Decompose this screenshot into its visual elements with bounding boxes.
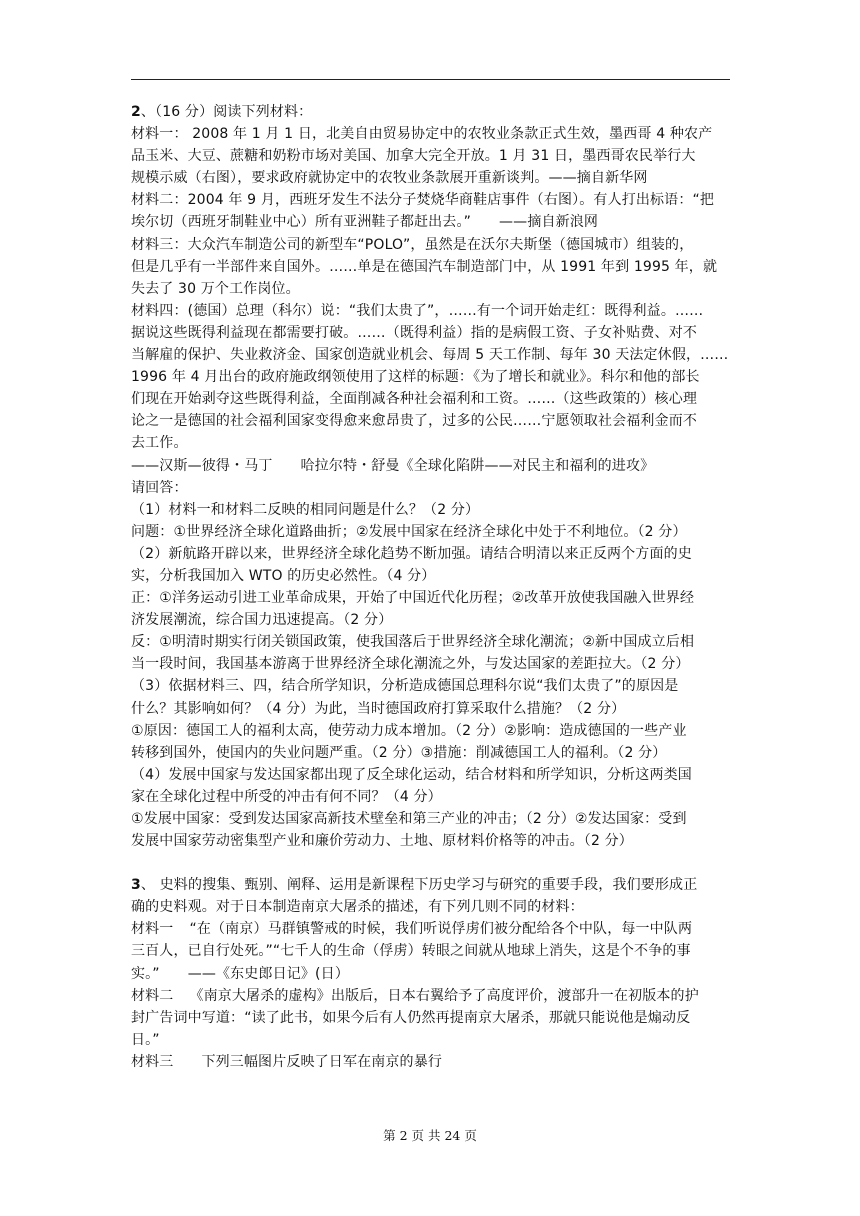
- q2-qa-line: 实，分析我国加入 WTO 的历史必然性。（4 分）: [131, 567, 436, 584]
- q2-m3-line: 失去了 30 万个工作岗位。: [131, 280, 300, 297]
- q3-m1-source: ——《东史郎日记》(日）: [187, 965, 349, 982]
- header-rule: [131, 79, 730, 80]
- q2-m4-line: 1996 年 4 月出台的政府施政纲领使用了这样的标题：《为了增长和就业》。科尔和他的部长: [131, 369, 700, 386]
- q2-qa-line: 济发展潮流，综合国力迅速提高。（2 分）: [131, 612, 393, 629]
- q2-qa-line: 当一段时间，我国基本游离于世界经济全球化潮流之外，与发达国家的差距拉大。（2 分）: [131, 656, 690, 673]
- q2-m1-line: 材料一： 2008 年 1 月 1 日，北美自由贸易协定中的农牧业条款正式生效，墨西哥 4 种农产: [131, 126, 713, 143]
- q2-qa-line: （2）新航路开辟以来，世界经济全球化趋势不断加强。请结合明清以来正反两个方面的史: [131, 545, 692, 562]
- q3-m1-line: 材料一 “在（南京）马群镇警戒的时候，我们听说俘虏们被分配给各个中队，每一中队两: [131, 921, 693, 938]
- q2-m3-line: 但是几乎有一半部件来自国外。……单是在德国汽车制造部门中，从 1991 年到 1995 年，就: [131, 258, 718, 275]
- q3-m2-line: 材料二 《南京大屠杀的虚构》出版后，日本右翼给予了高度评价，渡部升一在初版本的护: [131, 987, 699, 1004]
- q2-qa-line: 家在全球化过程中所受的冲击有何不同？（4 分）: [131, 788, 442, 805]
- q2-m1-line: 规模示威（右图），要求政府就协定中的农牧业条款展开重新谈判。——摘自新华网: [131, 170, 648, 187]
- q2-m4-source: ——汉斯—彼得・马丁 哈拉尔特・舒曼《全球化陷阱——对民主和福利的进攻》: [131, 457, 655, 474]
- q2-qa-line: 正：①洋务运动引进工业革命成果，开始了中国近代化历程；②改革开放使我国融入世界经: [131, 590, 695, 607]
- q2-qa-line: ①原因：德国工人的福利太高，使劳动力成本增加。（2 分）②影响：造成德国的一些产业: [131, 722, 687, 739]
- q2-m4-line: 论之一是德国的社会福利国家变得愈来愈昂贵了，过多的公民……宁愿领取社会福利金而不: [131, 413, 697, 430]
- q2-m2-line: 材料二：2004 年 9 月，西班牙发生不法分子焚烧华商鞋店事件（右图）。有人打出标语：“把: [131, 192, 715, 209]
- page-number-footer: 第 2 页 共 24 页: [383, 1128, 477, 1143]
- q2-qa-line: （3）依据材料三、四，结合所学知识，分析造成德国总理科尔说“我们太贵了”的原因是: [131, 678, 679, 695]
- q2-qa-line: 问题：①世界经济全球化道路曲折；②发展中国家在经济全球化中处于不利地位。（2 分）: [131, 523, 687, 540]
- q2-m4-line: 据说这些既得利益现在都需要打破。……（既得利益）指的是病假工资、子女补贴费、对不: [131, 324, 697, 341]
- q3-m3-line: 材料三 下列三幅图片反映了日军在南京的暴行: [131, 1053, 443, 1070]
- q2-m4-line: 材料四：(德国）总理（科尔）说：“我们太贵了”，……有一个词开始走红：既得利益。……: [131, 302, 704, 319]
- q3-heading: 3、 史料的搜集、甄别、阐释、运用是新课程下历史学习与研究的重要手段，我们要形成正: [131, 877, 698, 894]
- q2-qa-line: （4）发展中国家与发达国家都出现了反全球化运动，结合材料和所学知识，分析这两类国: [131, 766, 692, 783]
- q2-qa-line: 反：①明清时期实行闭关锁国政策，使我国落后于世界经济全球化潮流；②新中国成立后相: [131, 634, 695, 651]
- q2-heading: 2、（16 分）阅读下列材料：: [131, 104, 313, 120]
- q2-qa-line: （1）材料一和材料二反映的相同问题是什么？（2 分）: [131, 501, 480, 518]
- q2-qa-line: 发展中国家劳动密集型产业和廉价劳动力、土地、原材料价格等的冲击。（2 分）: [131, 833, 633, 850]
- q3-m2-line: 封广告词中写道：“读了此书，如果今后有人仍然再提南京大屠杀，那就只能说他是煽动反: [131, 1009, 691, 1026]
- q2-m3-line: 材料三：大众汽车制造公司的新型车“POLO”，虽然是在沃尔夫斯堡（德国城市）组装的，: [131, 236, 694, 253]
- q2-m1-line: 品玉米、大豆、蔗糖和奶粉市场对美国、加拿大完全开放。1 月 31 日，墨西哥农民举行大: [131, 148, 696, 165]
- page-content: [131, 101, 731, 1073]
- q2-qa-line: 什么？其影响如何？（4 分）为此，当时德国政府打算采取什么措施？（2 分）: [131, 700, 626, 717]
- q2-number: 2: [131, 104, 141, 120]
- q3-m1-line: 三百人，已自行处死。”“七千人的生命（俘虏）转眼之间就从地球上消失，这是个不争的事: [131, 943, 691, 960]
- q2-m2-source: ——摘自新浪网: [499, 214, 599, 231]
- q2-qa-line: ①发展中国家：受到发达国家高新技术壁垒和第三产业的冲击；（2 分）②发达国家：受到: [131, 811, 687, 827]
- q3-heading-line: 确的史料观。对于日本制造南京大屠杀的描述，有下列几则不同的材料：: [131, 899, 584, 916]
- q2-m2-line: 埃尔切（西班牙制鞋业中心）所有亚洲鞋子都赶出去。” ——摘自新浪网: [131, 214, 599, 231]
- q2-m4-line: 去工作。: [131, 435, 188, 452]
- q2-ask: 请回答：: [131, 479, 188, 496]
- q3-m2-line: 日。”: [131, 1031, 160, 1048]
- q2-m4-line: 当解雇的保护、失业救济金、国家创造就业机会、每周 5 天工作制、每年 30 天法定休假，……: [131, 347, 729, 364]
- q2-m4-line: 们现在开始剥夺这些既得利益，全面削减各种社会福利和工资。……（这些政策的）核心理: [131, 391, 697, 408]
- q3-m1-line: 实。” ——《东史郎日记》(日）: [131, 965, 349, 982]
- q3-number: 3: [131, 877, 141, 894]
- q2-qa-line: 转移到国外，使国内的失业问题严重。（2 分）③措施：削减德国工人的福利。（2 分）: [131, 744, 667, 761]
